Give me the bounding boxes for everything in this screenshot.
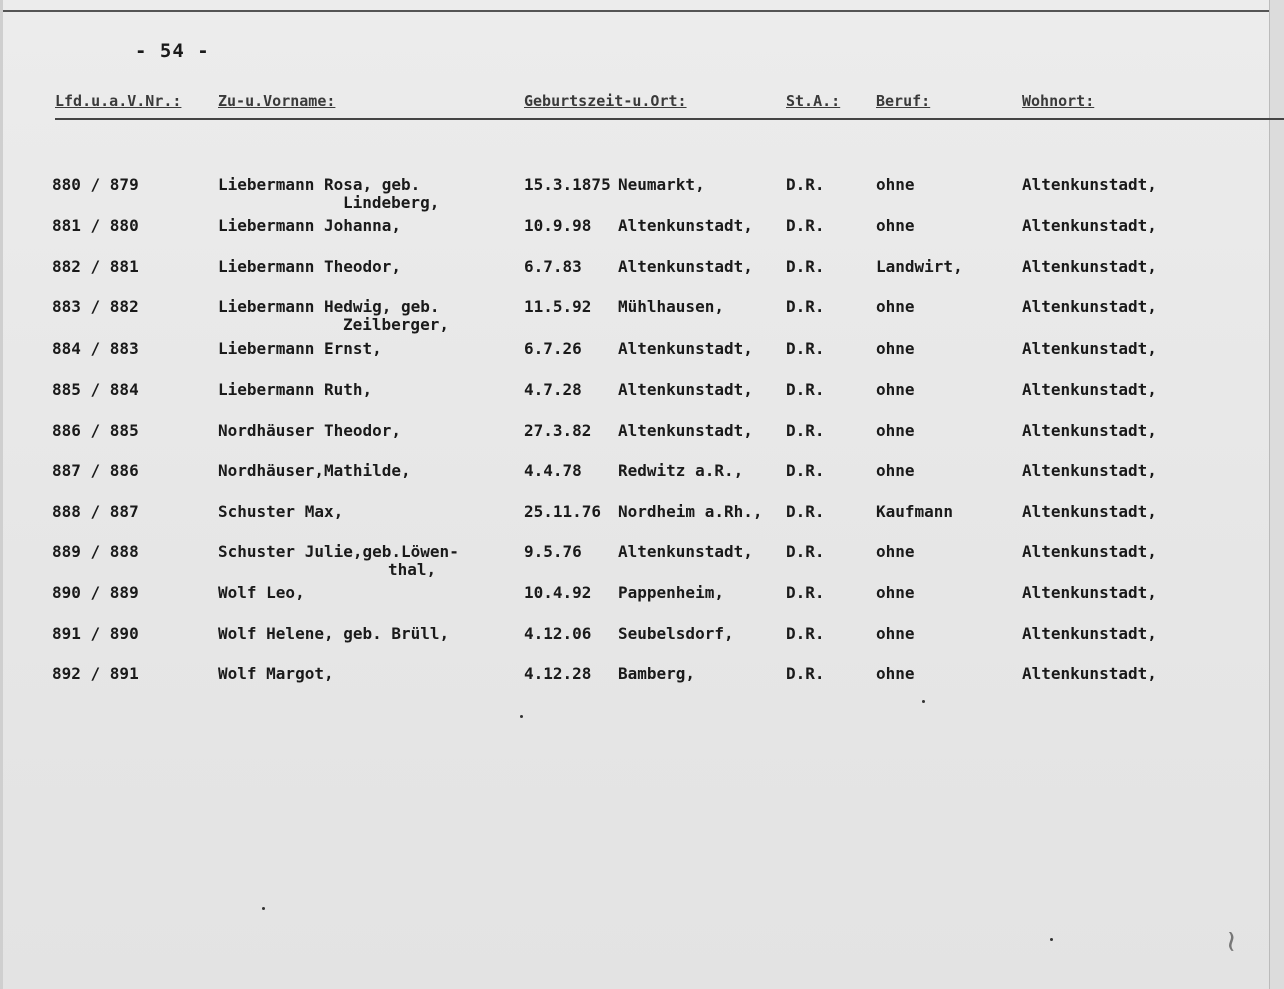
residence-text: Altenkunstadt, xyxy=(1022,216,1157,235)
margin-scribble: ~ xyxy=(1213,928,1249,955)
entry-name-text: Liebermann Ernst, xyxy=(218,339,382,358)
citizenship xyxy=(786,217,825,235)
entry-name xyxy=(218,462,411,480)
entry-number xyxy=(52,217,139,235)
entry-number xyxy=(52,422,139,440)
occupation-text: ohne xyxy=(876,175,915,194)
birth-date-text: 10.9.98 xyxy=(524,216,592,235)
birth-place-text: Neumarkt, xyxy=(618,175,705,194)
birth-place-text: Pappenheim, xyxy=(618,583,724,602)
entry-name-text: Wolf Leo, xyxy=(218,583,305,602)
table-row xyxy=(0,543,1284,583)
residence xyxy=(1022,584,1157,602)
citizenship-text: D.R. xyxy=(786,502,825,521)
residence-text: Altenkunstadt, xyxy=(1022,257,1157,276)
birth-place-text: Mühlhausen, xyxy=(618,297,724,316)
citizenship xyxy=(786,625,825,643)
residence xyxy=(1022,625,1157,643)
birth-date xyxy=(524,503,601,521)
residence xyxy=(1022,503,1157,521)
residence-text: Altenkunstadt, xyxy=(1022,421,1157,440)
birth-place-text: Altenkunstadt, xyxy=(618,339,753,358)
entry-number xyxy=(52,340,139,358)
occupation xyxy=(876,340,915,358)
birth-place xyxy=(618,298,724,316)
occupation-text: ohne xyxy=(876,216,915,235)
table-row xyxy=(0,625,1284,665)
residence xyxy=(1022,543,1157,561)
occupation xyxy=(876,503,953,521)
entry-number-text: 880 / 879 xyxy=(52,175,139,194)
birth-place-text: Nordheim a.Rh., xyxy=(618,502,763,521)
entry-name xyxy=(218,298,449,334)
occupation-text: ohne xyxy=(876,542,915,561)
top-border-line xyxy=(0,10,1284,12)
entry-name-text: Nordhäuser Theodor, xyxy=(218,421,402,440)
citizenship-text: D.R. xyxy=(786,421,825,440)
entry-name xyxy=(218,625,449,643)
residence xyxy=(1022,340,1157,358)
header-birth: Geburtszeit-u.Ort: xyxy=(524,92,687,110)
entry-number xyxy=(52,584,139,602)
entry-name xyxy=(218,258,401,276)
birth-date-text: 11.5.92 xyxy=(524,297,592,316)
entry-name-text: Liebermann Ruth, xyxy=(218,380,373,399)
speck xyxy=(1050,938,1053,941)
birth-date-text: 4.4.78 xyxy=(524,461,582,480)
birth-place-text: Bamberg, xyxy=(618,664,696,683)
entry-number-text: 883 / 882 xyxy=(52,297,139,316)
entry-number xyxy=(52,176,139,194)
entry-name-text: Wolf Margot, xyxy=(218,664,334,683)
table-row xyxy=(0,584,1284,624)
birth-date-text: 10.4.92 xyxy=(524,583,592,602)
citizenship-text: D.R. xyxy=(786,216,825,235)
entry-number xyxy=(52,503,139,521)
header-beruf: Beruf: xyxy=(876,92,931,110)
table-row xyxy=(0,381,1284,421)
entry-name-text: Wolf Helene, geb. Brüll, xyxy=(218,624,450,643)
table-row xyxy=(0,217,1284,257)
birth-place xyxy=(618,462,743,480)
birth-date xyxy=(524,422,591,440)
birth-place-text: Altenkunstadt, xyxy=(618,257,753,276)
birth-place-text: Redwitz a.R., xyxy=(618,461,744,480)
birth-place xyxy=(618,543,753,561)
citizenship-text: D.R. xyxy=(786,339,825,358)
birth-date xyxy=(524,381,582,399)
table-row xyxy=(0,340,1284,380)
residence-text: Altenkunstadt, xyxy=(1022,664,1157,683)
entry-name-text: Liebermann Hedwig, geb. xyxy=(218,297,440,316)
header-wohnort: Wohnort: xyxy=(1022,92,1095,110)
entry-number xyxy=(52,298,139,316)
occupation xyxy=(876,584,915,602)
entry-name-continuation: Lindeberg, xyxy=(343,193,440,212)
birth-place xyxy=(618,381,753,399)
birth-place xyxy=(618,625,734,643)
citizenship xyxy=(786,381,825,399)
entry-number-text: 888 / 887 xyxy=(52,502,139,521)
citizenship xyxy=(786,665,825,683)
citizenship xyxy=(786,462,825,480)
table-row xyxy=(0,665,1284,705)
entry-number xyxy=(52,462,139,480)
birth-date xyxy=(524,584,591,602)
occupation-text: Kaufmann xyxy=(876,502,954,521)
birth-date-text: 9.5.76 xyxy=(524,542,582,561)
residence-text: Altenkunstadt, xyxy=(1022,297,1157,316)
residence xyxy=(1022,665,1157,683)
citizenship xyxy=(786,543,825,561)
birth-place xyxy=(618,503,763,521)
occupation xyxy=(876,462,915,480)
table-row xyxy=(0,176,1284,216)
entry-number-text: 890 / 889 xyxy=(52,583,139,602)
entry-number-text: 889 / 888 xyxy=(52,542,139,561)
table-row xyxy=(0,462,1284,502)
entry-number xyxy=(52,258,139,276)
entry-number-text: 892 / 891 xyxy=(52,664,139,683)
residence-text: Altenkunstadt, xyxy=(1022,542,1157,561)
table-row xyxy=(0,503,1284,543)
occupation-text: ohne xyxy=(876,664,915,683)
speck xyxy=(520,715,523,718)
birth-date-text: 4.12.06 xyxy=(524,624,592,643)
citizenship xyxy=(786,176,825,194)
entry-number xyxy=(52,381,139,399)
birth-place xyxy=(618,422,753,440)
birth-place xyxy=(618,665,695,683)
entry-number xyxy=(52,543,139,561)
entry-name xyxy=(218,176,439,212)
citizenship-text: D.R. xyxy=(786,175,825,194)
residence-text: Altenkunstadt, xyxy=(1022,461,1157,480)
entry-number xyxy=(52,665,139,683)
citizenship xyxy=(786,503,825,521)
entry-name xyxy=(218,543,459,579)
birth-date xyxy=(524,543,582,561)
occupation-text: ohne xyxy=(876,624,915,643)
entry-name-text: Nordhäuser,Mathilde, xyxy=(218,461,411,480)
residence xyxy=(1022,381,1157,399)
table-row xyxy=(0,422,1284,462)
entry-name xyxy=(218,584,305,602)
entry-name xyxy=(218,217,401,235)
occupation-text: ohne xyxy=(876,380,915,399)
entry-number-text: 885 / 884 xyxy=(52,380,139,399)
occupation-text: ohne xyxy=(876,461,915,480)
table-row xyxy=(0,258,1284,298)
occupation xyxy=(876,176,915,194)
occupation xyxy=(876,298,915,316)
header-underline xyxy=(55,118,1284,120)
entry-number-text: 882 / 881 xyxy=(52,257,139,276)
residence xyxy=(1022,462,1157,480)
citizenship xyxy=(786,340,825,358)
birth-place-text: Seubelsdorf, xyxy=(618,624,734,643)
speck xyxy=(922,700,925,703)
occupation xyxy=(876,422,915,440)
citizenship-text: D.R. xyxy=(786,461,825,480)
residence xyxy=(1022,176,1157,194)
residence-text: Altenkunstadt, xyxy=(1022,380,1157,399)
occupation xyxy=(876,217,915,235)
occupation xyxy=(876,258,963,276)
birth-place xyxy=(618,176,705,194)
residence-text: Altenkunstadt, xyxy=(1022,175,1157,194)
entry-name-continuation: thal, xyxy=(388,560,437,579)
residence-text: Altenkunstadt, xyxy=(1022,502,1157,521)
entry-name-text: Schuster Max, xyxy=(218,502,344,521)
birth-place xyxy=(618,258,753,276)
citizenship-text: D.R. xyxy=(786,542,825,561)
citizenship-text: D.R. xyxy=(786,380,825,399)
entry-number-text: 884 / 883 xyxy=(52,339,139,358)
occupation xyxy=(876,543,915,561)
entry-name xyxy=(218,503,343,521)
entry-name xyxy=(218,665,334,683)
birth-date-text: 6.7.83 xyxy=(524,257,582,276)
citizenship-text: D.R. xyxy=(786,583,825,602)
citizenship xyxy=(786,422,825,440)
birth-date xyxy=(524,340,582,358)
entry-name-continuation: Zeilberger, xyxy=(343,315,449,334)
citizenship xyxy=(786,584,825,602)
occupation-text: Landwirt, xyxy=(876,257,963,276)
entry-number-text: 891 / 890 xyxy=(52,624,139,643)
birth-date xyxy=(524,462,582,480)
residence xyxy=(1022,258,1157,276)
residence-text: Altenkunstadt, xyxy=(1022,624,1157,643)
residence xyxy=(1022,217,1157,235)
occupation-text: ohne xyxy=(876,339,915,358)
entry-number-text: 887 / 886 xyxy=(52,461,139,480)
citizenship-text: D.R. xyxy=(786,624,825,643)
occupation xyxy=(876,665,915,683)
birth-date-text: 15.3.1875 xyxy=(524,175,611,194)
birth-date xyxy=(524,217,591,235)
entry-name xyxy=(218,422,401,440)
birth-date-text: 4.7.28 xyxy=(524,380,582,399)
birth-date-text: 27.3.82 xyxy=(524,421,592,440)
entry-name-text: Liebermann Theodor, xyxy=(218,257,402,276)
citizenship xyxy=(786,258,825,276)
occupation-text: ohne xyxy=(876,297,915,316)
birth-date-text: 6.7.26 xyxy=(524,339,582,358)
birth-place xyxy=(618,584,724,602)
residence xyxy=(1022,298,1157,316)
birth-date xyxy=(524,258,582,276)
entry-name xyxy=(218,381,372,399)
birth-date xyxy=(524,665,591,683)
table-row xyxy=(0,298,1284,338)
birth-date xyxy=(524,298,591,316)
entry-number-text: 881 / 880 xyxy=(52,216,139,235)
birth-place-text: Altenkunstadt, xyxy=(618,542,753,561)
entry-number xyxy=(52,625,139,643)
birth-date-text: 25.11.76 xyxy=(524,502,602,521)
occupation-text: ohne xyxy=(876,583,915,602)
occupation xyxy=(876,381,915,399)
citizenship-text: D.R. xyxy=(786,257,825,276)
citizenship xyxy=(786,298,825,316)
entry-number-text: 886 / 885 xyxy=(52,421,139,440)
residence xyxy=(1022,422,1157,440)
page-number: - 54 - xyxy=(135,40,210,62)
birth-date-text: 4.12.28 xyxy=(524,664,592,683)
birth-place-text: Altenkunstadt, xyxy=(618,421,753,440)
birth-place xyxy=(618,340,753,358)
entry-name-text: Liebermann Johanna, xyxy=(218,216,402,235)
residence-text: Altenkunstadt, xyxy=(1022,583,1157,602)
birth-date xyxy=(524,625,591,643)
birth-place-text: Altenkunstadt, xyxy=(618,216,753,235)
entry-name-text: Schuster Julie,geb.Löwen- xyxy=(218,542,459,561)
entry-name xyxy=(218,340,382,358)
header-nr: Lfd.u.a.V.Nr.: xyxy=(55,92,182,110)
header-sa: St.A.: xyxy=(786,92,841,110)
occupation xyxy=(876,625,915,643)
entry-name-text: Liebermann Rosa, geb. xyxy=(218,175,421,194)
residence-text: Altenkunstadt, xyxy=(1022,339,1157,358)
occupation-text: ohne xyxy=(876,421,915,440)
header-name: Zu-u.Vorname: xyxy=(218,92,336,110)
speck xyxy=(262,907,265,910)
birth-date xyxy=(524,176,611,194)
citizenship-text: D.R. xyxy=(786,664,825,683)
birth-place xyxy=(618,217,753,235)
citizenship-text: D.R. xyxy=(786,297,825,316)
birth-place-text: Altenkunstadt, xyxy=(618,380,753,399)
